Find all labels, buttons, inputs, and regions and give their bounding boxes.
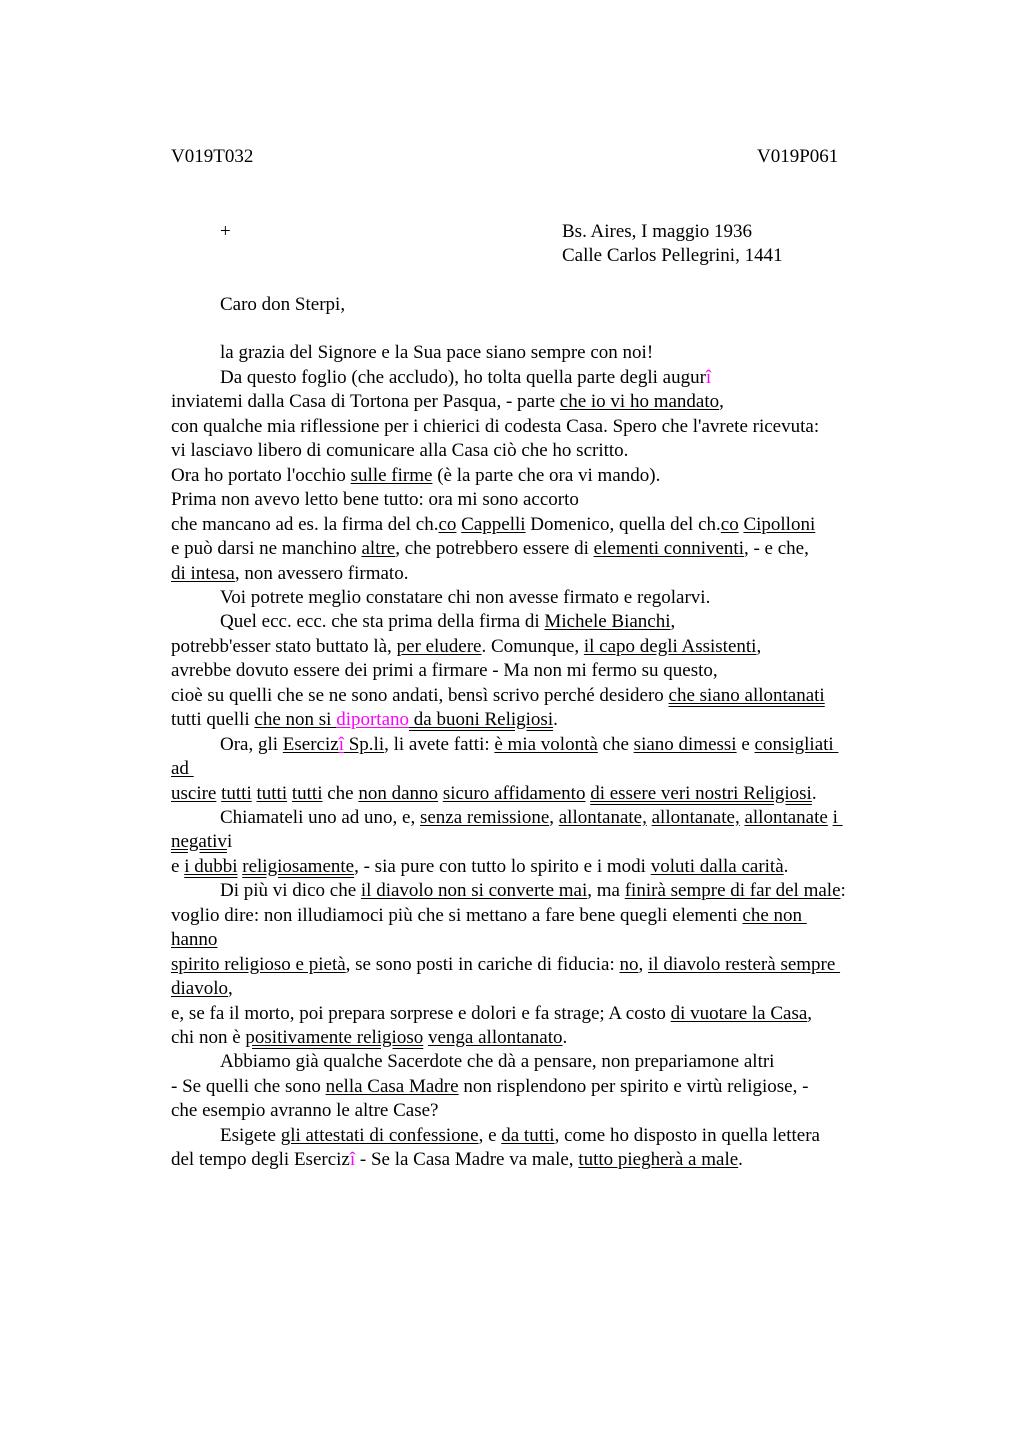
emphasized-text: sulle firme [350,465,433,486]
emphasized-text: non danno [358,783,439,804]
emphasized-text: uscire [171,783,217,804]
emphasized-text: negativ [171,831,227,852]
emphasized-text: Michele Bianchi [544,611,671,632]
emphasized-text: di vuotare la Casa [670,1003,808,1024]
text-line [171,855,788,879]
emphasized-text: Sp.li [343,734,385,755]
emphasized-text: di essere veri nostri Religiosi [590,783,812,804]
emphasized-text: tutti [256,783,288,804]
text-line [171,928,217,952]
emphasized-text: gli attestati di confessione [280,1125,479,1146]
text-run: , [228,978,233,999]
emphasized-text: diportano [336,709,410,730]
text-run: Voi potrete meglio constatare chi non avesse firmato e regolarvi. [220,587,711,608]
emphasized-text: co [438,514,457,535]
emphasized-text: î [338,734,344,755]
text-run: Da questo foglio (che accludo), ho tolta quella parte degli augur [220,367,706,388]
emphasized-text: spirito religioso e pietà [171,954,346,975]
text-line [171,953,840,977]
text-line [171,782,817,806]
text-run: - Se quelli che sono [171,1076,326,1097]
text-run: (è la parte che ora vi mando). [432,465,661,486]
text-run: avrebbe dovuto essere dei primi a firmare - Ma non mi fermo su questo, [171,660,718,681]
text-run: non risplendono per spirito e virtù religiose, - [458,1076,809,1097]
text-run: , - sia pure con tutto lo spirito e i modi [354,856,651,877]
text-line [171,708,558,732]
text-run: . [553,709,558,730]
text-line [171,1075,808,1099]
text-run: . [562,1027,568,1048]
text-line [220,733,838,757]
emphasized-text: Eserciz [282,734,339,755]
text-run: inviatemi dalla Casa di Tortona per Pasqua, - parte [171,391,560,412]
text-run: del tempo degli Eserciz [171,1149,350,1170]
cross-symbol: + [220,221,231,242]
emphasized-text: il capo degli Assistenti [583,636,757,657]
text-run: tutti quelli [171,709,255,730]
emphasized-text: hanno [171,929,218,950]
text-run: , come ho disposto in quella lettera [554,1125,820,1146]
text-run: Esigete [220,1125,281,1146]
text-run: Abbiamo già qualche Sacerdote che dà a pensare, non prepariamone altri [220,1051,775,1072]
text-run: chi non è [171,1027,246,1048]
text-line [171,659,718,683]
emphasized-text: allontanate, [558,807,647,828]
text-run: , [670,611,676,632]
text-line [171,1026,567,1050]
text-line [220,366,711,390]
emphasized-text: è mia volontà [494,734,598,755]
text-line [220,806,843,830]
text-line [171,439,628,463]
document-code-left: V019T032 [171,146,254,167]
emphasized-text: per eludere [396,636,482,657]
emphasized-text: venga allontanato [427,1027,563,1048]
emphasized-text: che siano allontanati [668,685,825,706]
text-run: , [807,1003,813,1024]
emphasized-text: î [349,1149,356,1170]
document-code-right: V019P061 [757,146,839,167]
emphasized-text: i dubbi [184,856,238,877]
text-run: , [638,954,649,975]
emphasized-text: che io vi ho mandato [559,391,720,412]
text-run: cioè su quelli che se ne sono andati, bensì scrivo perché desidero [171,685,669,706]
text-run: , [756,636,762,657]
text-line [171,488,579,512]
text-run: potrebb'esser stato buttato là, [171,636,397,657]
emphasized-text: tutti [291,783,323,804]
text-run: . [811,783,817,804]
emphasized-text: co [720,514,739,535]
emphasized-text: diavolo [171,978,228,999]
text-run: . Comunque, [481,636,584,657]
emphasized-text: ad [171,758,194,779]
text-run: i [226,831,233,852]
text-run: Prima non avevo letto bene tutto: ora mi sono accorto [171,489,579,510]
text-run: , [719,391,724,412]
emphasized-text: religiosamente [242,856,355,877]
text-run: la grazia del Signore e la Sua pace siano sempre con noi! [220,342,654,363]
text-line [171,562,408,586]
text-run: Chiamateli uno ad uno, e, [220,807,420,828]
emphasized-text: da buoni Religiosi [409,709,554,730]
text-run: , [549,807,559,828]
text-run: che esempio avranno le altre Case? [171,1100,439,1121]
emphasized-text: Cappelli [461,514,526,535]
emphasized-text: allontanate [744,807,828,828]
text-run: e, se fa il morto, poi prepara sorprese e dolori e fa strage; A costo [171,1003,671,1024]
emphasized-text: î [705,367,712,388]
text-run: . [738,1149,743,1170]
place-date: Bs. Aires, I maggio 1936 [562,221,752,242]
text-run: voglio dire: non illudiamoci più che si mettano a fare bene quegli elementi [171,905,743,926]
text-line [220,341,653,365]
text-line [171,830,232,854]
text-run: , e [478,1125,502,1146]
text-line [171,464,660,488]
text-line [171,757,194,781]
text-run: , non avessero firmato. [234,563,409,584]
text-run: e può darsi ne manchino [171,538,362,559]
text-run: Quel ecc. ecc. che sta prima della firma di [220,611,545,632]
text-line [171,904,807,928]
emphasized-text: altre [361,538,396,559]
text-line [220,879,846,903]
emphasized-text: elementi conniventi [593,538,744,559]
emphasized-text: positivamente religioso [245,1027,424,1048]
emphasized-text: no [619,954,639,975]
emphasized-text: sicuro affidamento [442,783,586,804]
text-run: Domenico, quella del ch. [525,514,721,535]
emphasized-text: nella Casa Madre [325,1076,459,1097]
address: Calle Carlos Pellegrini, 1441 [562,245,783,266]
text-line [220,1050,774,1074]
text-run: . [783,856,789,877]
text-run: - Se la Casa Madre va male, [355,1149,579,1170]
text-run: , che potrebbero essere di [395,538,594,559]
emphasized-text: che non [742,905,807,926]
text-line [171,1099,438,1123]
text-run: vi lasciavo libero di comunicare alla Casa ciò che ho scritto. [171,440,629,461]
text-line [220,610,675,634]
text-run: e [736,734,755,755]
text-run: che [597,734,634,755]
emphasized-text: di intesa [171,563,235,584]
text-run: e [171,856,185,877]
text-run: Di più vi dico che [220,880,361,901]
emphasized-text: senza remissione [419,807,550,828]
text-run: Ora, gli [220,734,283,755]
emphasized-text: Cipolloni [743,514,816,535]
text-line [220,586,710,610]
emphasized-text: siano dimessi [633,734,737,755]
text-run: con qualche mia riflessione per i chierici di codesta Casa. Spero che l'avrete ricevuta: [171,416,820,437]
text-run: che mancano ad es. la firma del ch. [171,514,439,535]
text-line [171,684,825,708]
emphasized-text: tutti [221,783,252,804]
emphasized-text: che non si [254,709,337,730]
text-line [171,1148,743,1172]
emphasized-text: i [832,807,843,828]
text-run: Ora ho portato l'occhio [171,465,351,486]
text-run: , se sono posti in cariche di fiducia: [345,954,620,975]
emphasized-text: tutto piegherà a male [578,1149,739,1170]
emphasized-text: allontanate, [651,807,740,828]
emphasized-text: voluti dalla carità [650,856,784,877]
emphasized-text: da tutti [501,1125,555,1146]
text-line [171,513,815,537]
emphasized-text: il diavolo resterà sempre [648,954,841,975]
text-line [171,415,819,439]
text-run: , li avete fatti: [384,734,495,755]
emphasized-text: il diavolo non si converte mai [360,880,588,901]
text-line [171,537,809,561]
emphasized-text: finirà sempre di far del male [624,880,841,901]
salutation: Caro don Sterpi, [220,294,346,315]
text-line [171,977,233,1001]
emphasized-text: consigliati [754,734,839,755]
text-run: che [322,783,359,804]
text-run: : [840,880,846,901]
text-line [220,1124,820,1148]
text-line [171,390,724,414]
text-run: , - e che, [743,538,809,559]
text-line [171,1002,812,1026]
text-run: , ma [587,880,625,901]
text-line [171,635,761,659]
